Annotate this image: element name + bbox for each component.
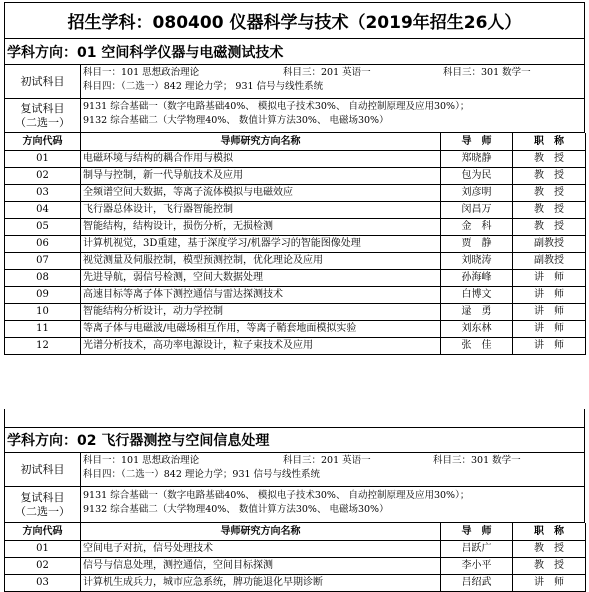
direction-name: 智能结构，结构设计，损伤分析，无损检测	[81, 218, 441, 235]
advisor-name: 逯 勇	[441, 303, 513, 320]
retest-exam-row	[4, 99, 585, 133]
direction-code: 05	[5, 218, 81, 235]
retest-label: 复试科目	[20, 101, 65, 115]
advisor-name: 白博文	[441, 286, 513, 303]
direction-name: 等离子体与电磁波/电磁场相互作用，等离子鞘套地面模拟实验	[81, 320, 441, 337]
advisor-name: 刘东林	[441, 320, 513, 337]
header-direction: 导师研究方向名称	[81, 523, 441, 540]
direction-name: 视觉测量及伺服控制，模型预测控制，优化理论及应用	[81, 252, 441, 269]
direction-name: 高速目标等离子体下测控通信与雷达探测技术	[81, 286, 441, 303]
table-row	[5, 201, 586, 218]
direction-name: 计算机视觉，3D重建，基于深度学习/机器学习的智能图像处理	[81, 235, 441, 252]
table-row	[5, 269, 586, 286]
header-title: 职 称	[513, 523, 586, 540]
advisor-name: 金 科	[441, 218, 513, 235]
advisor-title: 讲 师	[513, 269, 586, 286]
initial-subject-4: 科目四：（二选一）842 理论力学； 931 信号与线性系统	[83, 81, 324, 92]
table-row	[5, 540, 586, 557]
advisor-title: 教 授	[513, 557, 586, 574]
initial-subject-2: 科目三：201 英语一	[283, 455, 371, 466]
table-header-row	[5, 133, 586, 150]
direction-code: 09	[5, 286, 81, 303]
table-row	[5, 235, 586, 252]
advisor-name: 吕跃广	[441, 540, 513, 557]
retest-label-choice: （二选一）	[15, 504, 70, 518]
advisor-name: 郑晓静	[441, 150, 513, 167]
direction-code: 02	[5, 167, 81, 184]
direction-code: 07	[5, 252, 81, 269]
initial-subject-3: 科目三：301 数学一	[443, 67, 531, 78]
retest-subject-1: 9131 综合基础一（数字电路基础40%、 模拟电子技术30%、 自动控制原理及应用30%）；	[83, 101, 470, 112]
direction-code: 03	[5, 574, 81, 591]
advisor-name: 贾 静	[441, 235, 513, 252]
direction-code: 01	[5, 150, 81, 167]
advisor-title: 教 授	[513, 540, 586, 557]
table-row	[5, 252, 586, 269]
header-direction: 导师研究方向名称	[81, 133, 441, 150]
section-01	[4, 39, 585, 355]
direction-table	[4, 133, 586, 355]
initial-subject-4: 科目四：（二选一）842 理论力学；931 信号与线性系统	[83, 469, 321, 480]
initial-subject-3: 科目三：301 数学一	[433, 455, 521, 466]
advisor-title: 教 授	[513, 184, 586, 201]
direction-code: 01	[5, 540, 81, 557]
page-title: 招生学科：080400 仪器科学与技术（2019年招生26人）	[4, 2, 585, 39]
direction-name: 电磁环境与结构的耦合作用与模拟	[81, 150, 441, 167]
retest-label-choice: （二选一）	[15, 115, 70, 129]
table-row	[5, 303, 586, 320]
initial-exam-row	[4, 453, 585, 487]
advisor-title: 教 授	[513, 218, 586, 235]
table-row	[5, 286, 586, 303]
direction-name: 先进导航，弱信号检测，空间大数据处理	[81, 269, 441, 286]
direction-code: 10	[5, 303, 81, 320]
direction-name: 空间电子对抗，信号处理技术	[81, 540, 441, 557]
table-row	[5, 557, 586, 574]
advisor-name: 吕绍武	[441, 574, 513, 591]
direction-code: 11	[5, 320, 81, 337]
direction-name: 信号与信息处理，测控通信，空间目标探测	[81, 557, 441, 574]
advisor-title: 讲 师	[513, 574, 586, 591]
advisor-name: 刘彦明	[441, 184, 513, 201]
direction-code: 08	[5, 269, 81, 286]
header-advisor: 导 师	[441, 523, 513, 540]
advisor-title: 教 授	[513, 167, 586, 184]
direction-name: 飞行器总体设计，飞行器智能控制	[81, 201, 441, 218]
advisor-title: 讲 师	[513, 286, 586, 303]
header-title: 职 称	[513, 133, 586, 150]
advisor-name: 张 佳	[441, 337, 513, 354]
retest-subject-2: 9132 综合基础二（大学物理40%、 数值计算方法30%、 电磁场30%）	[83, 504, 389, 515]
direction-code: 02	[5, 557, 81, 574]
direction-code: 12	[5, 337, 81, 354]
direction-name: 制导与控制，新一代导航技术及应用	[81, 167, 441, 184]
retest-subject-2: 9132 综合基础二（大学物理40%、 数值计算方法30%、 电磁场30%）	[83, 115, 389, 126]
advisor-name: 李小平	[441, 557, 513, 574]
advisor-title: 副教授	[513, 252, 586, 269]
table-row	[5, 150, 586, 167]
retest-subject-1: 9131 综合基础一（数字电路基础40%、 模拟电子技术30%、 自动控制原理及应用30%）；	[83, 490, 470, 501]
header-code: 方向代码	[5, 523, 81, 540]
header-code: 方向代码	[5, 133, 81, 150]
advisor-name: 闵昌万	[441, 201, 513, 218]
initial-subject-1: 科目一：101 思想政治理论	[83, 67, 200, 78]
table-row	[5, 337, 586, 354]
retest-exam-row	[4, 487, 585, 523]
direction-code: 04	[5, 201, 81, 218]
advisor-title: 讲 师	[513, 337, 586, 354]
advisor-title: 讲 师	[513, 320, 586, 337]
advisor-title: 讲 师	[513, 303, 586, 320]
initial-exam-row	[4, 65, 585, 99]
table-row	[5, 320, 586, 337]
advisor-name: 孙海峰	[441, 269, 513, 286]
section-02	[4, 409, 585, 592]
section-heading: 学科方向：02 飞行器测控与空间信息处理	[4, 427, 585, 453]
header-advisor: 导 师	[441, 133, 513, 150]
initial-exam-label: 初试科目	[5, 453, 81, 486]
direction-name: 光谱分析技术，高功率电源设计，粒子束技术及应用	[81, 337, 441, 354]
section-heading: 学科方向：01 空间科学仪器与电磁测试技术	[4, 39, 585, 65]
advisor-title: 教 授	[513, 150, 586, 167]
table-row	[5, 184, 586, 201]
table-row	[5, 218, 586, 235]
advisor-title: 教 授	[513, 201, 586, 218]
advisor-name: 包为民	[441, 167, 513, 184]
advisor-name: 刘晓涛	[441, 252, 513, 269]
direction-table	[4, 523, 586, 592]
table-header-row	[5, 523, 586, 540]
initial-subject-1: 科目一：101 思想政治理论	[83, 455, 200, 466]
advisor-title: 副教授	[513, 235, 586, 252]
direction-code: 06	[5, 235, 81, 252]
direction-name: 全频谱空间大数据，等离子流体模拟与电磁效应	[81, 184, 441, 201]
retest-label: 复试科目	[20, 490, 65, 504]
direction-code: 03	[5, 184, 81, 201]
direction-name: 智能结构分析设计，动力学控制	[81, 303, 441, 320]
table-row	[5, 574, 586, 591]
table-row	[5, 167, 586, 184]
initial-subject-2: 科目三：201 英语一	[283, 67, 371, 78]
initial-exam-label: 初试科目	[5, 65, 81, 98]
direction-name: 计算机生成兵力，城市应急系统，牌功能退化早期诊断	[81, 574, 441, 591]
